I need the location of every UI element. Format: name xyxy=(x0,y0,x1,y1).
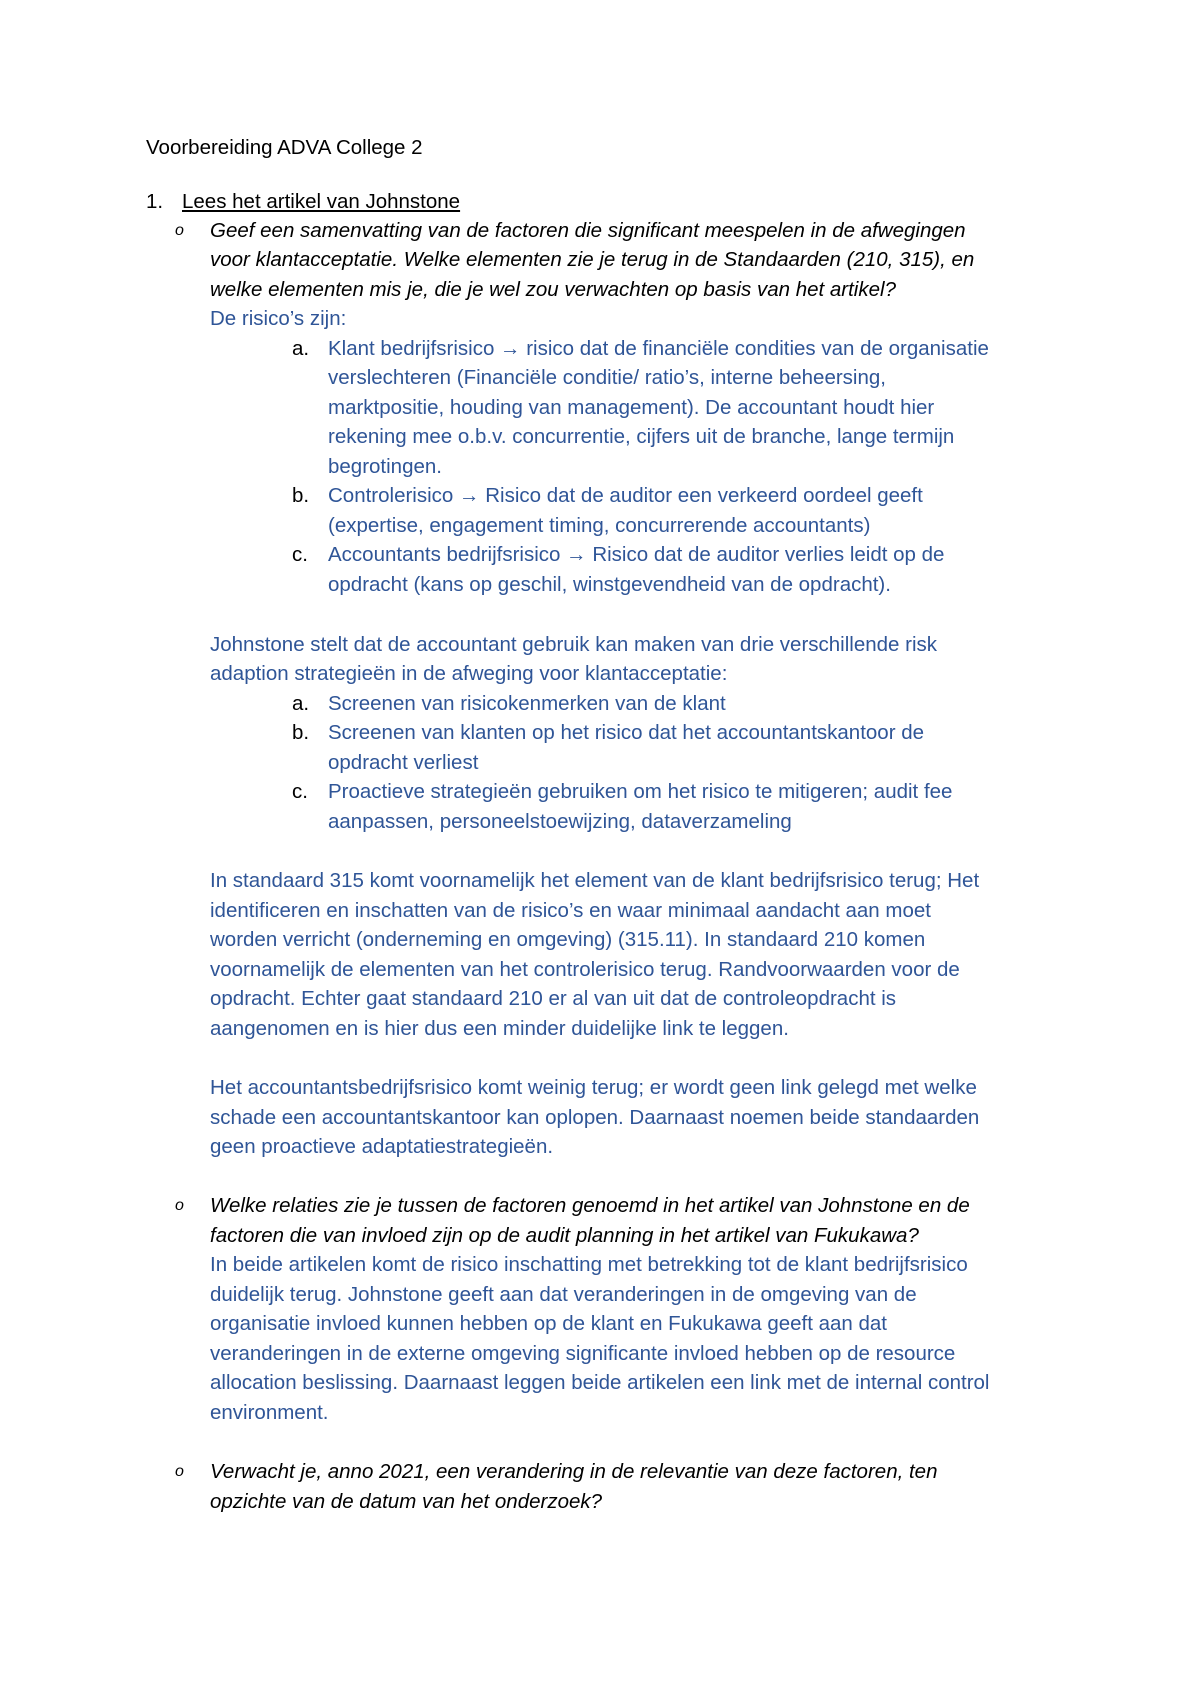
question-2-line-2: factoren die van invloed zijn op de audit planning in het artikel van Fukukawa? xyxy=(210,1224,919,1247)
standards-paragraph-line-1: In standaard 315 komt voornamelijk het element van de klant bedrijfsrisico terug; Het xyxy=(210,869,980,892)
risk-c-line-1: Accountants bedrijfsrisico → Risico dat de auditor verlies leidt op de xyxy=(328,543,945,566)
question-2-answer-line-2: duidelijk terug. Johnstone geeft aan dat veranderingen in de omgeving van de xyxy=(210,1283,917,1306)
question-1-line-3: welke elementen mis je, die je wel zou verwachten op basis van het artikel? xyxy=(210,278,896,301)
standards-paragraph-line-3: worden verricht (onderneming en omgeving) (315.11). In standaard 210 komen xyxy=(210,928,926,951)
standards-paragraph-line-2: identificeren en inschatten van de risico’s en waar minimaal aandacht aan moet xyxy=(210,899,931,922)
standards-paragraph-line-6: aangenomen en is hier dus een minder duidelijke link te leggen. xyxy=(210,1017,789,1040)
strategy-c-line-1: Proactieve strategieën gebruiken om het risico te mitigeren; audit fee xyxy=(328,780,953,803)
question-2-answer-line-4: veranderingen in de externe omgeving significante invloed hebben op de resource xyxy=(210,1342,956,1365)
question-1-line-1: Geef een samenvatting van de factoren die significant meespelen in de afwegingen xyxy=(210,219,966,242)
standards-paragraph-line-4: voornamelijk de elementen van het controlerisico terug. Randvoorwaarden voor de xyxy=(210,958,960,981)
question-2-answer-line-1: In beide artikelen komt de risico inschatting met betrekking tot de klant bedrijfsrisico xyxy=(210,1253,968,1276)
question-2-answer-line-5: allocation beslissing. Daarnaast leggen beide artikelen een link met de internal control xyxy=(210,1371,990,1394)
missing-paragraph-line-1: Het accountantsbedrijfsrisico komt weinig terug; er wordt geen link gelegd met welke xyxy=(210,1076,977,1099)
risk-b-marker: b. xyxy=(292,484,310,507)
question-2-line-1: Welke relaties zie je tussen de factoren genoemd in het artikel van Johnstone en de xyxy=(210,1194,970,1217)
strategy-c-line-2: aanpassen, personeelstoewijzing, dataverzameling xyxy=(328,810,792,833)
section-number: 1. xyxy=(146,190,164,213)
question-3-line-1: Verwacht je, anno 2021, een verandering in de relevantie van deze factoren, ten xyxy=(210,1460,938,1483)
question-2-answer-line-3: organisatie invloed kunnen hebben op de klant en Fukukawa geeft aan dat xyxy=(210,1312,888,1335)
question-2-answer-line-6: environment. xyxy=(210,1401,329,1424)
strategy-b-marker: b. xyxy=(292,721,310,744)
bullet-marker-q3: o xyxy=(175,1463,184,1480)
strategy-c-marker: c. xyxy=(292,780,308,803)
strategy-a-marker: a. xyxy=(292,692,310,715)
standards-paragraph-line-5: opdracht. Echter gaat standaard 210 er al van uit dat de controleopdracht is xyxy=(210,987,897,1010)
missing-paragraph-line-2: schade een accountantskantoor kan oplopen. Daarnaast noemen beide standaarden xyxy=(210,1106,980,1129)
strategies-intro-line-2: adaption strategieën in de afweging voor klantacceptatie: xyxy=(210,662,728,685)
risk-a-line-4: rekening mee o.b.v. concurrentie, cijfers uit de branche, lange termijn xyxy=(328,425,955,448)
strategy-b-line-2: opdracht verliest xyxy=(328,751,479,774)
risk-c-marker: c. xyxy=(292,543,308,566)
bullet-marker-q1: o xyxy=(175,222,184,239)
risk-a-line-5: begrotingen. xyxy=(328,455,442,478)
strategy-b-line-1: Screenen van klanten op het risico dat het accountantskantoor de xyxy=(328,721,925,744)
risk-a-line-3: marktpositie, houding van management). De accountant houdt hier xyxy=(328,396,935,419)
missing-paragraph-line-3: geen proactieve adaptatiestrategieën. xyxy=(210,1135,554,1158)
strategy-a-line-1: Screenen van risicokenmerken van de klant xyxy=(328,692,726,715)
bullet-marker-q2: o xyxy=(175,1197,184,1214)
document-title: Voorbereiding ADVA College 2 xyxy=(146,136,423,159)
risk-c-line-2: opdracht (kans op geschil, winstgevendheid van de opdracht). xyxy=(328,573,891,596)
strategies-intro-line-1: Johnstone stelt dat de accountant gebruik kan maken van drie verschillende risk xyxy=(210,633,938,656)
risk-a-line-1: Klant bedrijfsrisico → risico dat de financiële condities van de organisatie xyxy=(328,337,989,360)
risk-a-marker: a. xyxy=(292,337,310,360)
risks-intro: De risico’s zijn: xyxy=(210,307,347,330)
question-1-line-2: voor klantacceptatie. Welke elementen zie je terug in de Standaarden (210, 315), en xyxy=(210,248,975,271)
risk-a-line-2: verslechteren (Financiële conditie/ ratio’s, interne beheersing, xyxy=(328,366,886,389)
risk-b-line-2: (expertise, engagement timing, concurrerende accountants) xyxy=(328,514,871,537)
question-3-line-2: opzichte van de datum van het onderzoek? xyxy=(210,1490,603,1513)
section-heading: Lees het artikel van Johnstone xyxy=(182,190,461,213)
risk-b-line-1: Controlerisico → Risico dat de auditor een verkeerd oordeel geeft xyxy=(328,484,923,507)
